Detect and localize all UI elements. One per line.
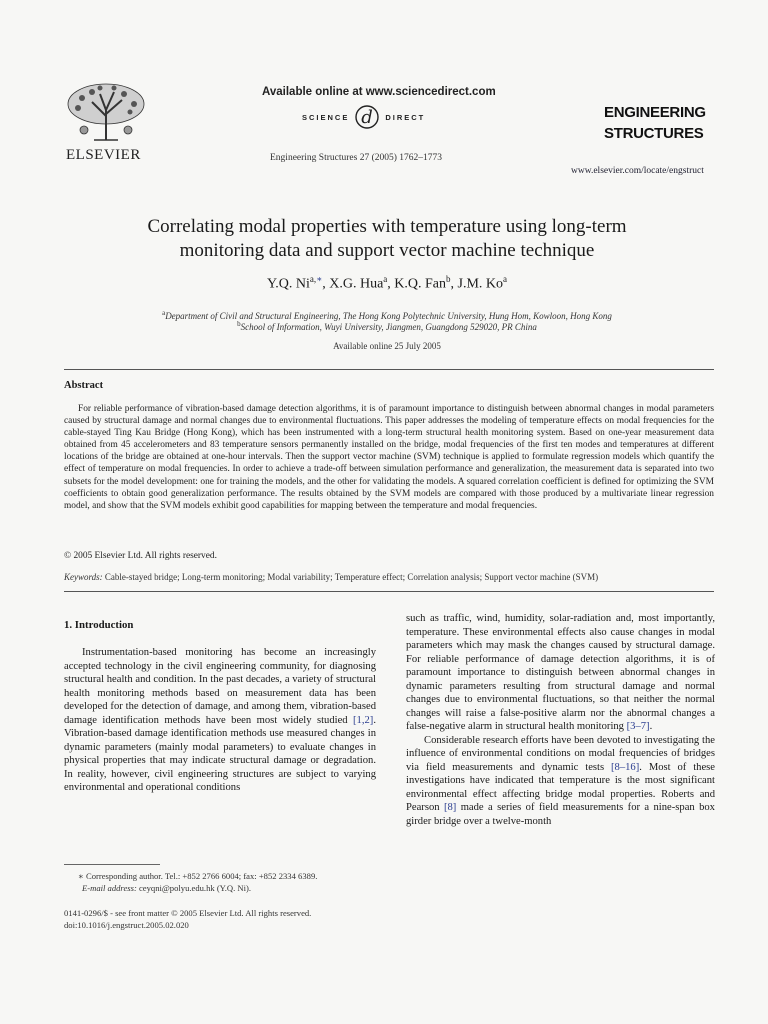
sciencedirect-logo [302, 104, 425, 130]
corresponding-author-footnote: ∗ Corresponding author. Tel.: +852 2766 6004; fax: +852 2334 6389. [78, 871, 318, 881]
paragraph-text: . Most of these investigations have indicated that temperature is the most significant environmental effect affecting bridge modal properties. Roberts and Pearson [406, 761, 716, 813]
journal-logo-line2: STRUCTURES [604, 125, 704, 142]
sciencedirect-at-icon [353, 104, 381, 130]
available-online-text: Available online at www.sciencedirect.com [262, 86, 496, 98]
author-affil-sup: a [383, 274, 388, 284]
affiliation-a-text: Department of Civil and Structural Engineering, The Hong Kong Polytechnic University, Hung Hom, Kowloon, Hong Kong [165, 311, 612, 321]
abstract-heading: Abstract [64, 380, 104, 391]
author-name[interactable]: X.G. Hua [329, 276, 384, 292]
paragraph [64, 646, 376, 795]
email-link[interactable]: ceyqni@polyu.edu.hk (Y.Q. Ni). [136, 883, 252, 893]
svg-text:d: d [361, 107, 374, 128]
sd-left-word: SCIENCE [302, 112, 350, 122]
affiliation-b [72, 320, 702, 332]
corresponding-star-link[interactable]: ∗ [316, 274, 323, 284]
author-affil-sup: a, [309, 274, 317, 284]
journal-url-link[interactable]: www.elsevier.com/locate/engstruct [571, 166, 704, 176]
citation-link[interactable]: [8] [443, 802, 457, 813]
publisher-name: ELSEVIER [66, 147, 141, 163]
author-separator: , [322, 276, 330, 292]
paragraph-text: such as traffic, wind, humidity, solar-radiation and, most importantly, temperature. These environmental effects also cause changes in modal parameters which may mask the changes caused by structural damage. For reliable performance of damage detection algorithms, it is of paramount importance to distinguish between abnormal changes in dynamic parameters resulting from structural damage and normal changes due to environmental fluctuations, so that neither the normal changes will raise a false-positive alarm nor the abnormal changes a false-negative alarm in structural health monitoring [406, 613, 715, 732]
paragraph-text: made a series of field measurements for a nine-span box girder bridge over a twelve-month [406, 802, 715, 827]
author-name[interactable]: J.M. Ko [457, 276, 504, 292]
title-line-2: monitoring data and support vector machine technique [179, 240, 595, 261]
paragraph-text: Instrumentation-based monitoring has become an increasingly accepted technology in the civil engineering community, for diagnosing structural health and condition. In the past decades, a variety of structural health monitoring methods based on measurement data has been developed for the detection of damage, and among them, vibration-based damage identification methods have been most widely studied [64, 647, 376, 726]
paragraph-text: . [649, 721, 653, 732]
abstract-bottom-divider [64, 591, 714, 592]
left-column [64, 646, 376, 795]
author-separator: , [387, 276, 395, 292]
abstract-copyright: © 2005 Elsevier Ltd. All rights reserved. [64, 551, 217, 561]
affiliation-a-sup: a [162, 309, 166, 317]
abstract-top-divider [64, 369, 714, 370]
journal-logo-line1: ENGINEERING [604, 104, 706, 121]
title-line-1: Correlating modal properties with temperature using long-term [147, 216, 627, 237]
keywords-label: Keywords: [64, 572, 103, 582]
paragraph-text: . Vibration-based damage identification methods use measured changes in dynamic parameters (mainly modal parameters) to evaluate changes in physical properties that may indicate structural damage or degradation. In reality, however, civil engineering structures are subject to varying environmental and operational conditions [64, 714, 376, 793]
author-name[interactable]: Y.Q. Ni [266, 276, 310, 292]
available-date: Available online 25 July 2005 [333, 341, 441, 351]
section-heading-introduction: 1. Introduction [64, 619, 134, 631]
email-label: E-mail address: [82, 883, 137, 893]
author-affil-sup: a [503, 274, 508, 284]
journal-logo [604, 102, 724, 144]
email-footnote [82, 883, 251, 893]
elsevier-tree-logo [64, 80, 148, 146]
paragraph [406, 612, 715, 734]
abstract-body: For reliable performance of vibration-based damage detection algorithms, it is of paramount importance to distinguish between abnormal changes in modal parameters caused by structural damage and normal changes due to environmental fluctuations. This paper addresses the modeling of temperature effects on modal frequencies for the cable-stayed Ting Kau Bridge (Hong Kong), which has been instrumented with a long-term structural health monitoring system. Based on one-year measurement data obtained from 45 accelerometers and 83 temperature sensors permanently installed on the bridge, modal frequencies of the first ten modes and temperatures at different locations of the bridge are obtained at one-hour intervals. Then the support vector machine (SVM) technique is applied to formulate regression models which quantify the effect of temperature on modal frequencies. In order to achieve a trade-off between simulation performance and generalization, the measurement data is separated into two subsets for the model development: one for training the models, and the other for validating the models. A squared correlation coefficient is defined for optimizing the SVM coefficients to obtain good generalization performance. The results obtained by the SVM models are compared with those produced by a multivariate linear regression model, and show that the SVM models exhibit good capabilities for mapping between the temperature and modal frequencies. [64, 404, 714, 511]
citation-link[interactable]: [8–16] [611, 761, 640, 773]
author-list [72, 274, 702, 293]
citation-link[interactable]: [1,2] [353, 714, 374, 726]
issn-line: 0141-0296/$ - see front matter © 2005 Elsevier Ltd. All rights reserved. [64, 908, 312, 918]
keywords-list: Cable-stayed bridge; Long-term monitoring; Modal variability; Temperature effect; Correlation analysis; Support vector machine (SVM) [104, 572, 599, 582]
right-column [406, 612, 715, 828]
journal-reference: Engineering Structures 27 (2005) 1762–1773 [270, 153, 443, 163]
doi-link[interactable]: doi:10.1016/j.engstruct.2005.02.020 [64, 920, 189, 930]
footnote-divider [64, 864, 160, 865]
author-affil-sup: b [446, 274, 451, 284]
keywords [64, 572, 714, 582]
paragraph-text: Considerable research efforts have been devoted to investigating the influence of environmental conditions on modal frequencies of bridges via field measurements and dynamic tests [406, 734, 715, 773]
sd-right-word: DIRECT [385, 112, 426, 122]
affiliation-b-text: School of Information, Wuyi University, Jiangmen, Guangdong 529020, PR China [240, 322, 537, 332]
author-name[interactable]: K.Q. Fan [394, 276, 447, 292]
paragraph [406, 734, 715, 829]
article-title [72, 215, 702, 263]
affiliation-b-sup: b [237, 320, 241, 328]
citation-link[interactable]: [3–7] [626, 721, 650, 732]
author-separator: , [450, 276, 458, 292]
